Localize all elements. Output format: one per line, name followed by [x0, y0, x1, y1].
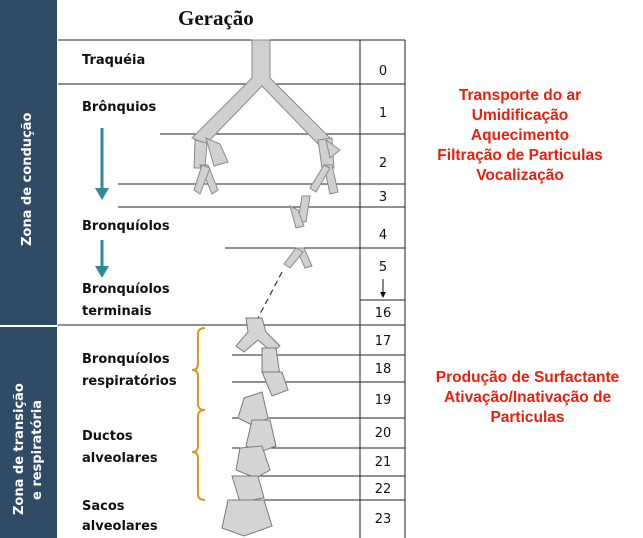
- generation-5: 5: [378, 260, 388, 275]
- braces: [192, 328, 205, 500]
- label-bronquiolos: Bronquíolos: [82, 219, 170, 234]
- generation-16: 16: [374, 306, 392, 321]
- label-ductos-2: alveolares: [82, 451, 158, 466]
- generation-18: 18: [374, 362, 392, 377]
- generation-0: 0: [378, 64, 388, 79]
- down-arrows: [95, 128, 109, 278]
- label-bronquiolos-terminais-1: Bronquíolos: [82, 282, 170, 297]
- label-bronquiolos-terminais-2: terminais: [82, 304, 152, 319]
- function-conduction-line1: Transporte do ar: [458, 87, 582, 104]
- function-respiratory-line3: Particulas: [490, 409, 565, 426]
- function-respiratory-line2: Ativação/Inativação de: [443, 389, 612, 406]
- label-ductos-1: Ductos: [82, 429, 133, 444]
- generation-22: 22: [374, 482, 392, 497]
- label-sacos-1: Sacos: [82, 499, 125, 514]
- conducting-airway-tree: [192, 40, 340, 268]
- generation-2: 2: [378, 156, 388, 171]
- page-title: Geração: [178, 6, 254, 30]
- label-bronquiolos-resp-2: respiratórios: [82, 374, 177, 389]
- label-traqueia: Traquéia: [82, 53, 146, 68]
- generation-21: 21: [374, 455, 392, 470]
- generation-4: 4: [378, 228, 388, 243]
- transition-zone-label-line2: e respiratória: [30, 399, 45, 500]
- label-bronquiolos-resp-1: Bronquíolos: [82, 352, 170, 367]
- function-conduction-line3: Aquecimento: [470, 127, 570, 144]
- generation-1: 1: [378, 106, 388, 121]
- generation-19: 19: [374, 393, 392, 408]
- generation-20: 20: [374, 426, 392, 441]
- respiratory-airway-tree: [222, 318, 288, 536]
- function-conduction-line4: Filtração de Particulas: [437, 147, 603, 164]
- transition-zone-label-line1: Zona de transição: [12, 383, 27, 515]
- function-conduction-line5: Vocalização: [476, 167, 564, 184]
- conduction-zone-label: Zona de condução: [20, 112, 35, 246]
- label-bronquios: Brônquios: [82, 100, 157, 115]
- function-respiratory-line1: Produção de Surfactante: [435, 369, 620, 386]
- generation-23: 23: [374, 512, 392, 527]
- label-sacos-2: alveolares: [82, 519, 158, 534]
- function-conduction-line2: Umidificação: [471, 107, 569, 124]
- generation-17: 17: [374, 334, 392, 349]
- generation-3: 3: [378, 190, 388, 205]
